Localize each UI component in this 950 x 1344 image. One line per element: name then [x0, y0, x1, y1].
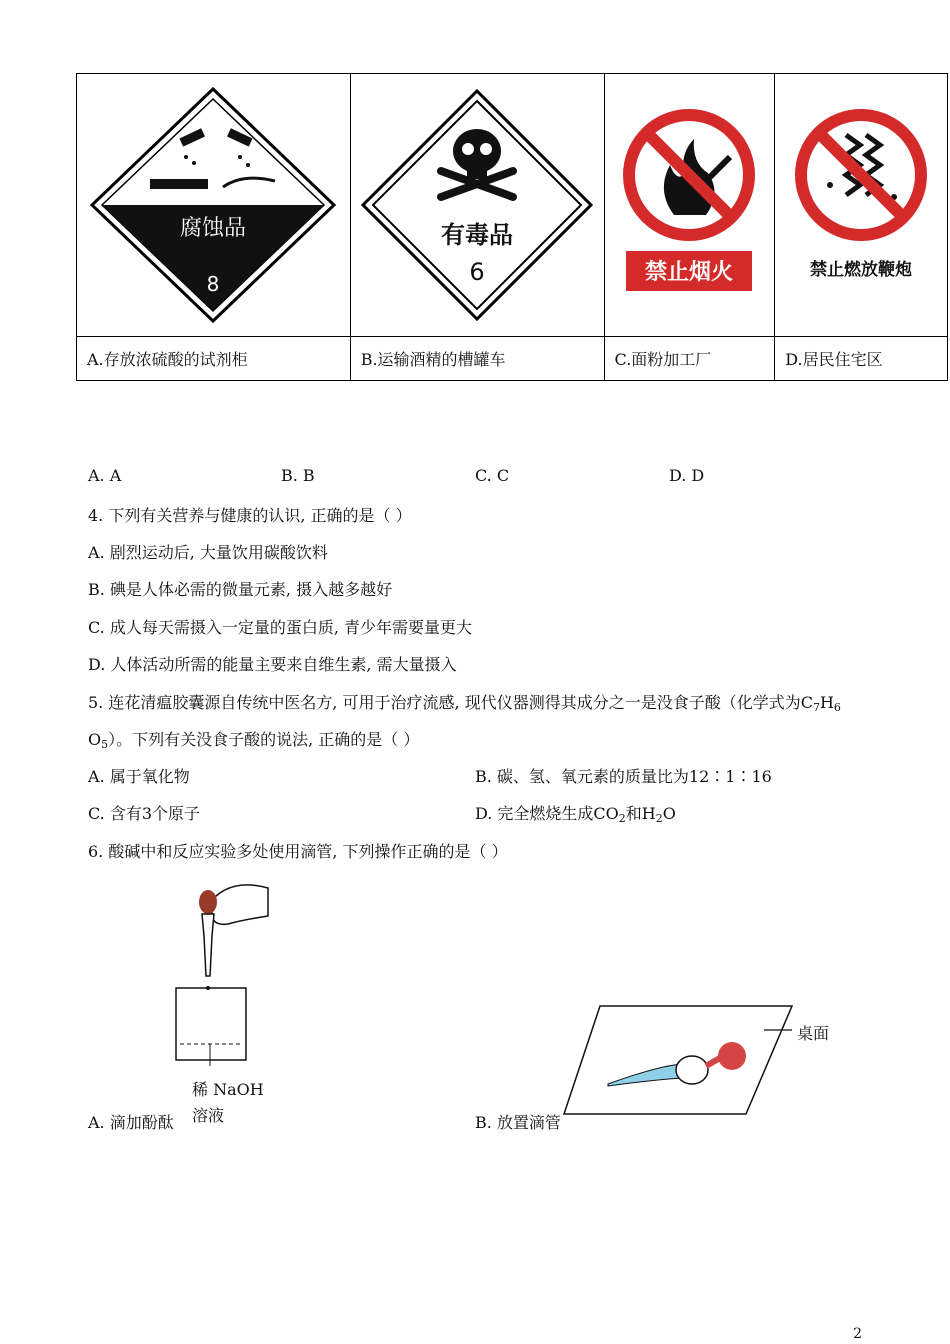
toxic-sign-number: 6 — [469, 258, 485, 286]
no-fire-sign-icon — [614, 105, 764, 305]
q5-option-c[interactable]: C. 含有3个原子 — [88, 804, 201, 823]
no-firecracker-sign-label: 禁止燃放鞭炮 — [810, 260, 913, 280]
q3-option-a[interactable]: A. A — [88, 466, 122, 485]
naoh-label-line1: 稀 NaOH — [192, 1080, 264, 1099]
caption-d: D.居民住宅区 — [775, 337, 948, 381]
no-fire-sign-label: 禁止烟火 — [645, 260, 734, 285]
q4-option-a[interactable]: A. 剧烈运动后, 大量饮用碳酸饮料 — [88, 543, 328, 562]
q4-option-d[interactable]: D. 人体活动所需的能量主要来自维生素, 需大量摄入 — [88, 655, 457, 674]
q6-option-a[interactable]: A. 滴加酚酞 — [88, 1113, 174, 1132]
corrosive-sign-icon — [88, 85, 338, 325]
desk-label: 桌面 — [797, 1024, 830, 1043]
q6-stem: 6. 酸碱中和反应实验多处使用滴管, 下列操作正确的是（ ） — [88, 842, 508, 861]
page-number: 2 — [853, 1326, 862, 1342]
q3-option-c[interactable]: C. C — [475, 466, 510, 485]
corrosive-sign-number: 8 — [206, 272, 220, 296]
q5-option-d[interactable]: D. 完全燃烧生成$CO_2$和$H_2O$ — [475, 804, 676, 825]
corrosive-sign-cell — [77, 74, 351, 337]
corrosive-sign-label: 腐蚀品 — [180, 216, 247, 241]
q6-option-b[interactable]: B. 放置滴管 — [475, 1113, 561, 1132]
dropper-beaker-figure — [160, 870, 280, 1070]
naoh-label-line2: 溶液 — [192, 1106, 225, 1125]
toxic-sign-cell — [350, 74, 604, 337]
no-fire-sign-cell — [604, 74, 775, 337]
caption-c: C.面粉加工厂 — [604, 337, 775, 381]
caption-a: A.存放浓硫酸的试剂柜 — [77, 337, 351, 381]
q3-option-b[interactable]: B. B — [281, 466, 315, 485]
no-firecracker-sign-cell — [775, 74, 948, 337]
caption-b: B.运输酒精的槽罐车 — [350, 337, 604, 381]
q5-option-a[interactable]: A. 属于氧化物 — [88, 767, 190, 786]
toxic-sign-label: 有毒品 — [441, 221, 514, 249]
dropper-on-desk-figure — [560, 1000, 800, 1120]
toxic-sign-icon — [357, 85, 597, 325]
q5-stem-line1: 5. 连花清瘟胶囊源自传统中医名方, 可用于治疗流感, 现代仪器测得其成分之一是没食子酸（化学式为$C_7H_6$ — [88, 693, 841, 714]
q4-option-c[interactable]: C. 成人每天需摄入一定量的蛋白质, 青少年需要量更大 — [88, 618, 473, 637]
q4-stem: 4. 下列有关营养与健康的认识, 正确的是（ ） — [88, 506, 412, 525]
no-firecracker-sign-icon — [786, 105, 936, 305]
q5-stem-line2: $O_5$）。下列有关没食子酸的说法, 正确的是（ ） — [88, 730, 420, 751]
q4-option-b[interactable]: B. 碘是人体必需的微量元素, 摄入越多越好 — [88, 580, 393, 599]
q5-option-b[interactable]: B. 碳、氢、氧元素的质量比为12∶1∶16 — [475, 767, 772, 786]
q3-option-d[interactable]: D. D — [669, 466, 705, 485]
safety-sign-table — [76, 73, 948, 381]
